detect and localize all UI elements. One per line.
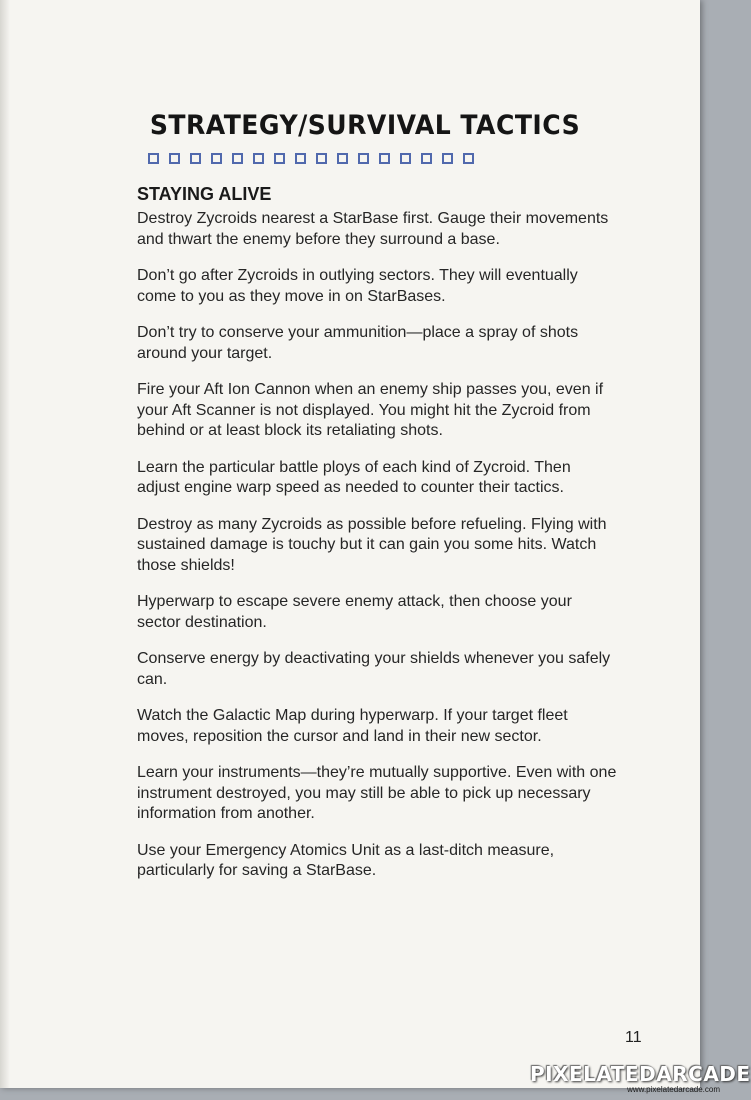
tip-paragraph: Use your Emergency Atomics Unit as a last-ditch measure, particularly for saving a StarBase. [137, 841, 555, 879]
decorative-square [463, 153, 474, 164]
tip-paragraph: Don’t go after Zycroids in outlying sectors. They will eventually come to you as they move in on StarBases. [137, 267, 578, 305]
decorative-square [148, 153, 159, 164]
decorative-square [442, 153, 453, 164]
section-heading: STAYING ALIVE [137, 184, 272, 204]
tip-paragraph: Watch the Galactic Map during hyperwarp. If your target fleet moves, reposition the cursor and land in their new sector. [137, 707, 568, 745]
tip-paragraph: Destroy as many Zycroids as possible before refueling. Flying with sustained damage is touchy but it can gain you some hits. Watch those shields! [137, 515, 607, 574]
decorative-square [190, 153, 201, 164]
decorative-square [274, 153, 285, 164]
decorative-square [232, 153, 243, 164]
decorative-square [169, 153, 180, 164]
tip-paragraph: Destroy Zycroids nearest a StarBase first. Gauge their movements and thwart the enemy before they surround a base. [137, 210, 609, 248]
decorative-square [295, 153, 306, 164]
decorative-square [379, 153, 390, 164]
tip-paragraph: Don’t try to conserve your ammunition—place a spray of shots around your target. [137, 324, 579, 362]
tip-paragraph: Hyperwarp to escape severe enemy attack, then choose your sector destination. [137, 593, 572, 631]
decorative-square [211, 153, 222, 164]
decorative-square-row [148, 153, 474, 164]
tip-paragraph: Conserve energy by deactivating your shields whenever you safely can. [137, 650, 611, 688]
decorative-square [337, 153, 348, 164]
decorative-square [253, 153, 264, 164]
page-spine-shadow [0, 0, 10, 1088]
section-body [137, 209, 617, 898]
decorative-square [358, 153, 369, 164]
page-number: 11 [625, 1029, 642, 1046]
decorative-square [400, 153, 411, 164]
watermark-logo: PIXELATEDARCADE [530, 1062, 751, 1086]
page-title: STRATEGY/SURVIVAL TACTICS [149, 110, 581, 141]
decorative-square [316, 153, 327, 164]
tip-paragraph: Learn your instruments—they’re mutually supportive. Even with one instrument destroyed, you may still be able to pick up necessary information from another. [137, 764, 617, 822]
tip-paragraph: Learn the particular battle ploys of each kind of Zycroid. Then adjust engine warp speed as needed to counter their tactics. [137, 458, 571, 496]
decorative-square [421, 153, 432, 164]
watermark [530, 1062, 751, 1095]
watermark-url: www.pixelatedarcade.com [627, 1085, 720, 1094]
tip-paragraph: Fire your Aft Ion Cannon when an enemy ship passes you, even if your Aft Scanner is not displayed. You might hit the Zycroid from behind or at least block its retaliating shots. [137, 381, 604, 439]
